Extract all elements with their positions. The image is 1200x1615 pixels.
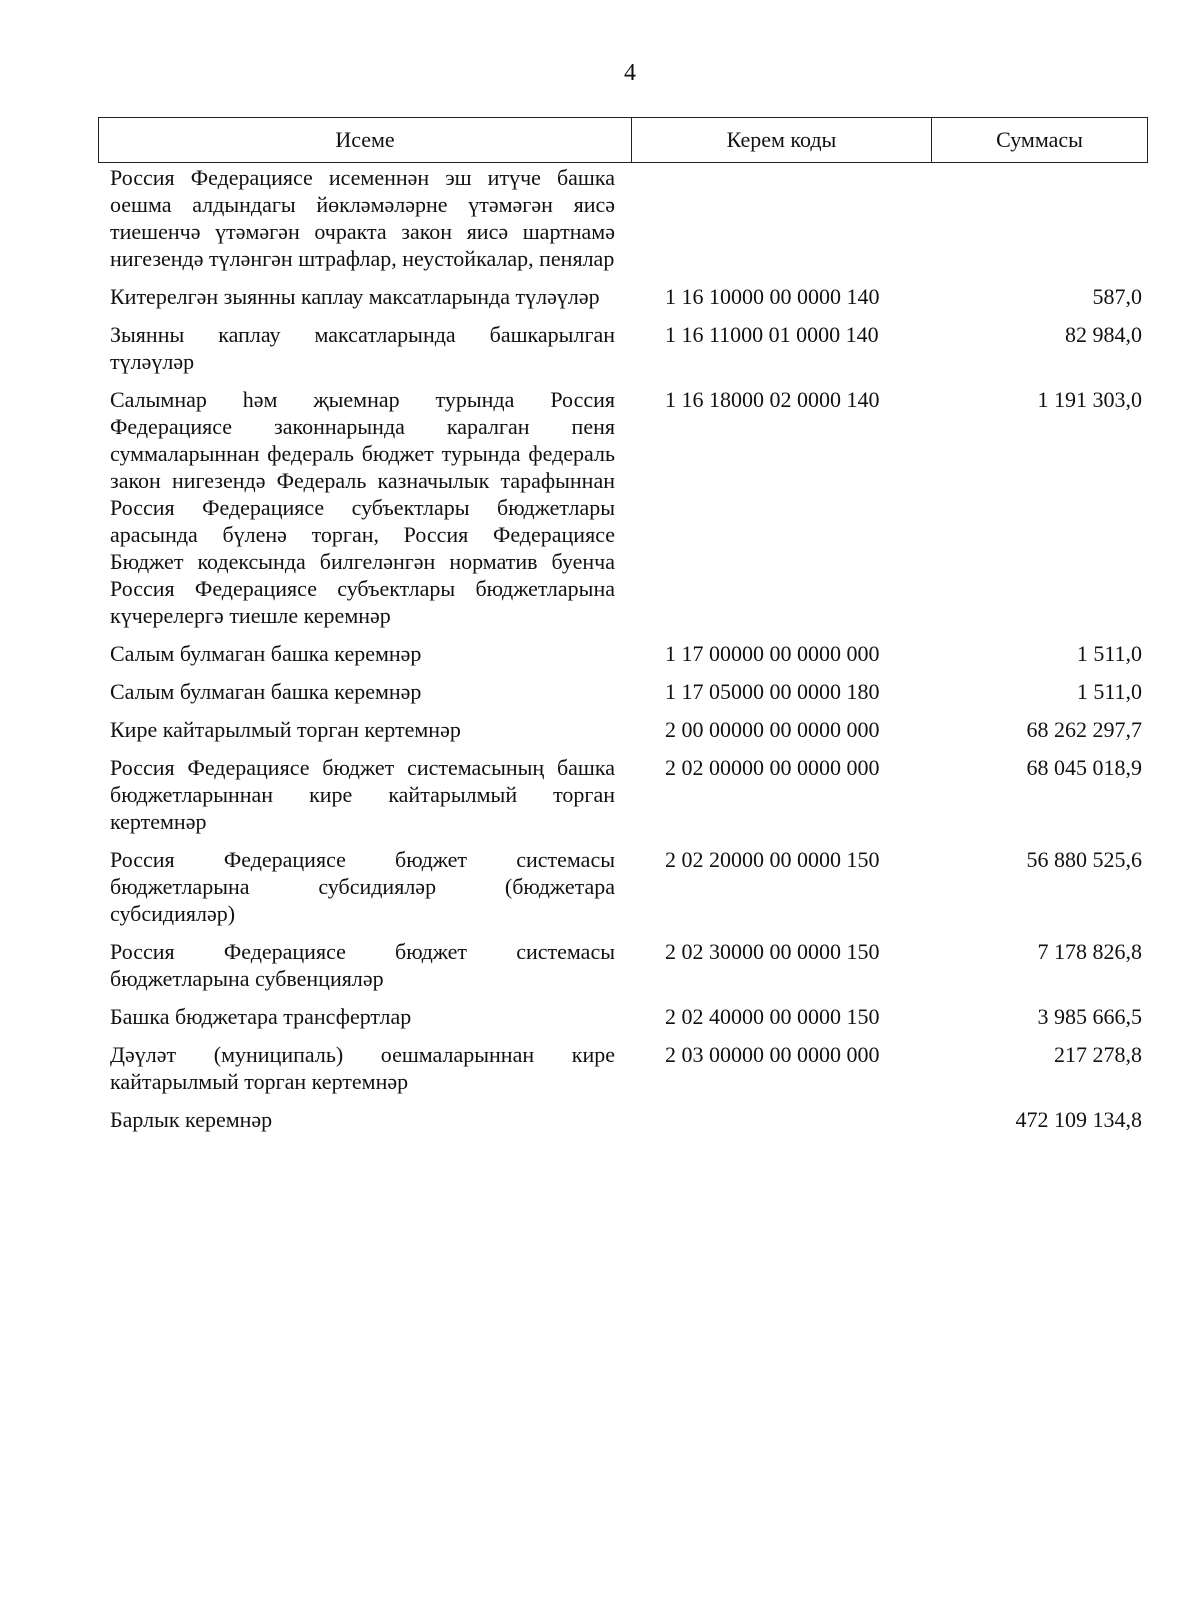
table-row bbox=[98, 754, 1148, 835]
row-code: 1 16 11000 01 0000 140 bbox=[665, 322, 879, 347]
row-sum: 68 045 018,9 bbox=[1026, 755, 1142, 780]
row-name: Кире кайтарылмый торган кертемнәр bbox=[110, 717, 461, 742]
header-name: Исеме bbox=[99, 118, 632, 162]
row-name: Россия Федерациясе бюджет системасы бюджетларына субсидияләр (бюджетара субсидияләр) bbox=[110, 847, 615, 926]
row-sum: 1 191 303,0 bbox=[1037, 387, 1142, 412]
table-row bbox=[98, 1003, 1148, 1030]
row-code: 2 02 00000 00 0000 000 bbox=[665, 755, 880, 780]
row-name: Дәүләт (муниципаль) оешмаларыннан кире кайтарылмый торган кертемнәр bbox=[110, 1042, 615, 1094]
row-sum: 68 262 297,7 bbox=[1026, 717, 1142, 742]
page-number: 4 bbox=[624, 60, 636, 86]
row-name: Салым булмаган башка керемнәр bbox=[110, 679, 422, 704]
row-name: Барлык керемнәр bbox=[110, 1107, 273, 1132]
row-code: 1 16 10000 00 0000 140 bbox=[665, 284, 880, 309]
row-code: 2 03 00000 00 0000 000 bbox=[665, 1042, 880, 1067]
row-sum: 3 985 666,5 bbox=[1037, 1004, 1142, 1029]
row-code: 2 02 40000 00 0000 150 bbox=[665, 1004, 880, 1029]
table-row bbox=[98, 678, 1148, 705]
table-row bbox=[98, 321, 1148, 375]
row-sum: 1 511,0 bbox=[1076, 641, 1142, 666]
table-header bbox=[98, 117, 1148, 163]
table-row bbox=[98, 938, 1148, 992]
row-code: 2 02 20000 00 0000 150 bbox=[665, 847, 880, 872]
row-sum: 587,0 bbox=[1092, 284, 1142, 309]
row-name: Зыянны каплау максатларында башкарылган түләүләр bbox=[110, 322, 615, 374]
row-name: Россия Федерациясе исеменнән эш итүче башка оешма алдындагы йөкләмәләрне үтәмәгән яисә тиешенчә үтәмәгән очракта закон яисә шартнамә нигезендә түләнгән штрафлар, неустойкалар, пенялар bbox=[110, 165, 615, 271]
row-name: Россия Федерациясе бюджет системасы бюджетларына субвенцияләр bbox=[110, 939, 615, 991]
row-sum bbox=[923, 164, 1148, 272]
table-body bbox=[98, 164, 1148, 1144]
table-row bbox=[98, 846, 1148, 927]
table-row bbox=[98, 386, 1148, 629]
row-sum: 217 278,8 bbox=[1054, 1042, 1142, 1067]
header-code: Керем коды bbox=[632, 118, 932, 162]
row-code: 2 00 00000 00 0000 000 bbox=[665, 717, 880, 742]
table-row bbox=[98, 283, 1148, 310]
row-code bbox=[623, 164, 923, 272]
row-name: Салым булмаган башка керемнәр bbox=[110, 641, 422, 666]
table-row-total bbox=[98, 1106, 1148, 1133]
row-name: Салымнар һәм җыемнар турында Россия Федерациясе законнарында каралган пеня суммаларыннан федераль бюджет турында федераль закон нигезендә Федераль казначылык тарафыннан Россия Федерациясе субъектлары бюджетлары арасында бүленә торган, Россия Федерациясе Бюджет кодексында билгеләнгән норматив буенча Россия Федерациясе субъектлары бюджетларына күчерелергә тиешле керемнәр bbox=[110, 387, 615, 628]
row-name: Башка бюджетара трансфертлар bbox=[110, 1004, 412, 1029]
table-row bbox=[98, 640, 1148, 667]
row-code bbox=[623, 1106, 923, 1133]
row-sum: 1 511,0 bbox=[1076, 679, 1142, 704]
row-code: 1 16 18000 02 0000 140 bbox=[665, 387, 880, 412]
row-sum: 7 178 826,8 bbox=[1037, 939, 1142, 964]
row-sum: 56 880 525,6 bbox=[1026, 847, 1142, 872]
table-row bbox=[98, 716, 1148, 743]
row-code: 1 17 05000 00 0000 180 bbox=[665, 679, 880, 704]
row-name: Россия Федерациясе бюджет системасының башка бюджетларыннан кире кайтарылмый торган кертемнәр bbox=[110, 755, 615, 834]
table-row bbox=[98, 164, 1148, 272]
row-sum: 82 984,0 bbox=[1065, 322, 1142, 347]
row-sum: 472 109 134,8 bbox=[1015, 1107, 1142, 1132]
row-code: 1 17 00000 00 0000 000 bbox=[665, 641, 880, 666]
header-sum: Суммасы bbox=[996, 127, 1083, 152]
row-name: Китерелгән зыянны каплау максатларында түләүләр bbox=[110, 284, 600, 309]
table-row bbox=[98, 1041, 1148, 1095]
row-code: 2 02 30000 00 0000 150 bbox=[665, 939, 880, 964]
